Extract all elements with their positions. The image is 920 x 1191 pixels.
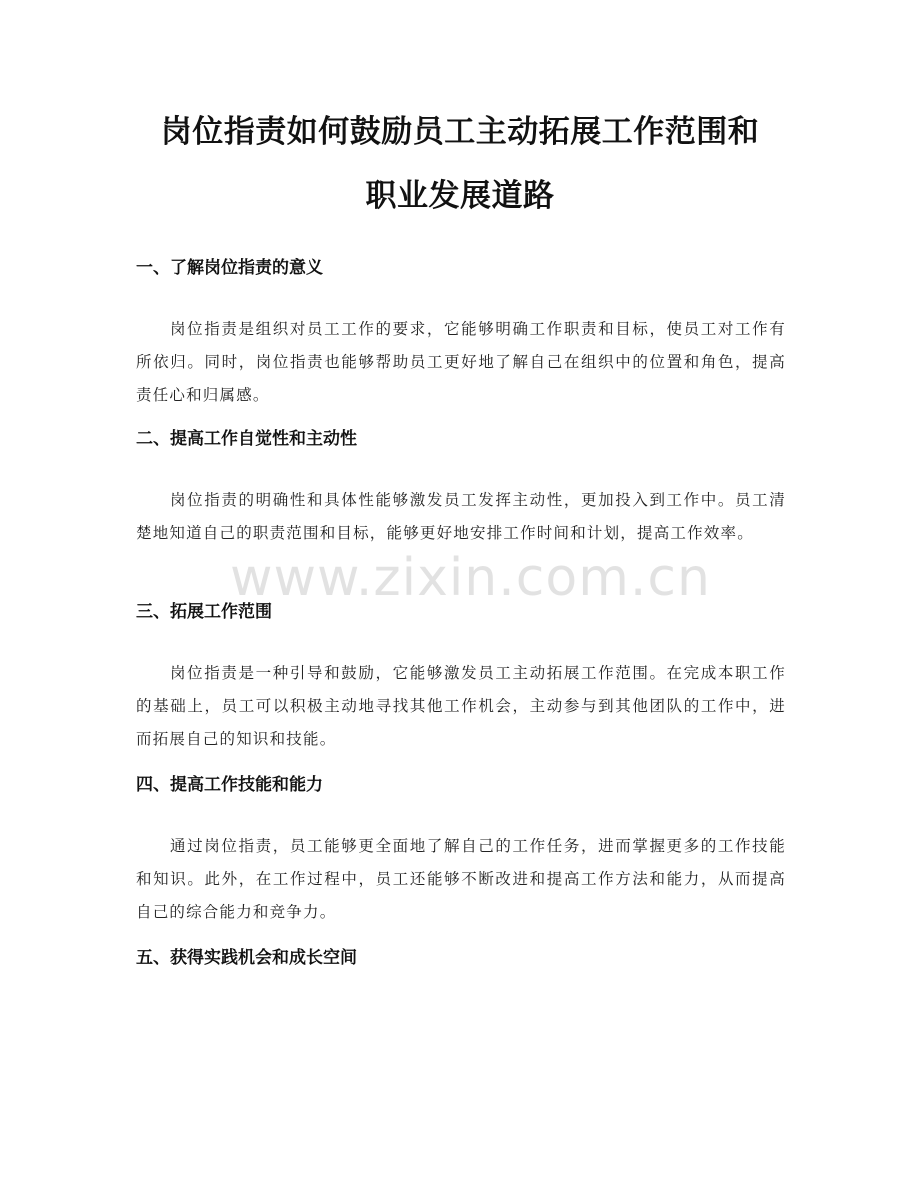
section-4 — [136, 771, 786, 929]
title-line-2: 职业发展道路 — [365, 178, 555, 214]
section-3 — [136, 598, 786, 756]
section-heading: 二、提高工作自觉性和主动性 — [136, 429, 357, 449]
section-paragraph: 通过岗位指责，员工能够更全面地了解自己的工作任务，进而掌握更多的工作技能和知识。此外，在工作过程中，员工还能够不断改进和提高工作方法和能力，从而提高自己的综合能力和竞争力。 — [136, 837, 786, 921]
watermark: www.zixin.com.cn — [230, 548, 711, 608]
title-line-1: 岗位指责如何鼓励员工主动拓展工作范围和 — [160, 114, 760, 150]
section-heading: 一、了解岗位指责的意义 — [136, 258, 323, 278]
section-paragraph: 岗位指责是一种引导和鼓励，它能够激发员工主动拓展工作范围。在完成本职工作的基础上，员工可以积极主动地寻找其他工作机会，主动参与到其他团队的工作中，进而拓展自己的知识和技能。 — [136, 664, 786, 748]
section-heading: 三、拓展工作范围 — [136, 602, 272, 622]
document-title — [100, 100, 820, 228]
section-5 — [136, 944, 786, 972]
section-paragraph: 岗位指责是组织对员工工作的要求，它能够明确工作职责和目标，使员工对工作有所依归。同时，岗位指责也能够帮助员工更好地了解自己在组织中的位置和角色，提高责任心和归属感。 — [136, 320, 786, 404]
section-paragraph: 岗位指责的明确性和具体性能够激发员工发挥主动性，更加投入到工作中。员工清楚地知道自己的职责范围和目标，能够更好地安排工作时间和计划，提高工作效率。 — [136, 491, 786, 542]
section-heading: 四、提高工作技能和能力 — [136, 775, 323, 795]
section-heading: 五、获得实践机会和成长空间 — [136, 948, 357, 968]
section-1 — [136, 254, 786, 412]
section-2 — [136, 425, 786, 550]
